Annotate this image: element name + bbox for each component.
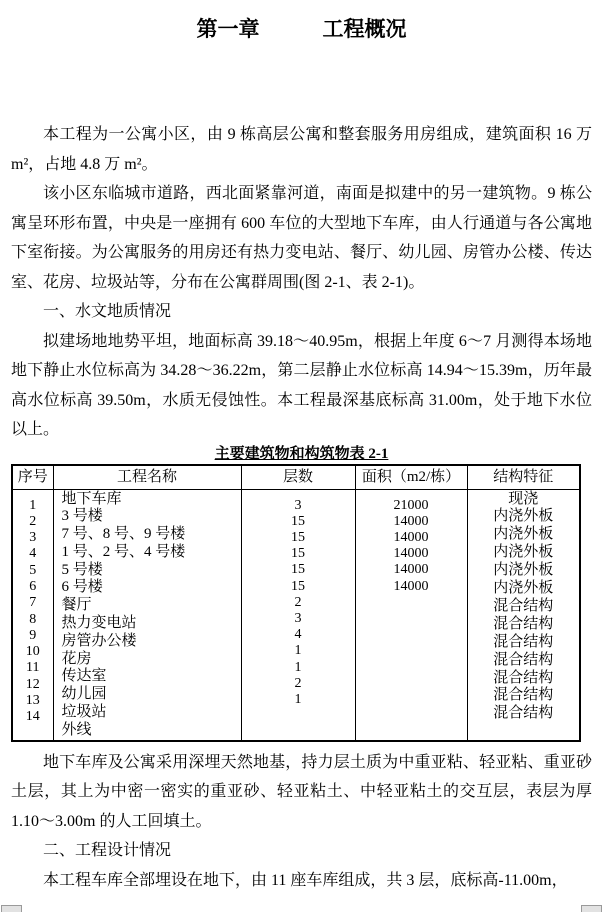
- section-heading-design: 二、工程设计情况: [43, 842, 172, 860]
- table-header-row: [12, 465, 580, 490]
- header-project-name: 工程名称: [53, 465, 241, 490]
- table-title: 主要建筑物和构筑物表 2-1: [214, 445, 389, 462]
- seq-column: 1 2 3 4 5 6 7 8 9 10 11 12 13 14: [12, 489, 53, 741]
- document-page: [0, 14, 603, 912]
- name-column: 地下车库 3 号楼 7 号、8 号、9 号楼 1 号、2 号、4 号楼 5 号楼 6 号楼 餐厅 热力变电站 房管办公楼 花房 传达室 幼儿园 垃圾站 外线: [53, 489, 241, 741]
- paragraph-foundation: 地下车库及公寓采用深埋天然地基，持力层土质为中重亚粘、轻亚粘、重亚砂土层，其上为中密一密实的重亚砂、轻亚粘土、中轻亚粘土的交互层，表层为厚 1.10～3.00m 的人工回填土。: [11, 753, 592, 830]
- table-body-row: [12, 489, 580, 741]
- paragraph-design: 本工程车库全部埋设在地下，由 11 座车库组成，共 3 层，底标高-11.00m，: [43, 871, 568, 889]
- paragraph-overview: 本工程为一公寓小区，由 9 栋高层公寓和整套服务用房组成，建筑面积 16 万 m²，占地 4.8 万 m²。: [11, 126, 592, 173]
- buildings-table: [11, 464, 581, 742]
- section-heading-hydrogeology: 一、水文地质情况: [43, 303, 172, 320]
- header-floors: 层数: [241, 465, 355, 490]
- header-seq: 序号: [12, 465, 53, 490]
- next-page-corner-right: [581, 905, 602, 912]
- area-column: 21000 14000 14000 14000 14000 14000: [355, 489, 467, 741]
- structure-column: 现浇 内浇外板 内浇外板 内浇外板 内浇外板 内浇外板 混合结构 混合结构 混合结构 混合结构 混合结构 混合结构 混合结构: [467, 489, 580, 741]
- header-structure: 结构特征: [467, 465, 580, 490]
- next-page-corner-left: [1, 905, 22, 912]
- paragraph-hydrogeology: 拟建场地地势平坦，地面标高 39.18～40.95m，根据上年度 6～7 月测得本场地地下静止水位标高为 34.28～36.22m，第二层静止水位标高 14.94～15.39m，历年最高水位标高 39.50m，水质无侵蚀性。本工程最深基底标高 31.00m，处于地下水位以上。: [11, 332, 592, 438]
- header-area: 面积（m2/栋）: [355, 465, 467, 490]
- paragraph-site: 该小区东临城市道路，西北面紧靠河道，南面是拟建中的另一建筑物。9 栋公寓呈环形布置，中央是一座拥有 600 车位的大型地下车库，由人行通道与各公寓地下室衔接。为公寓服务的用房还有热力变电站、餐厅、幼儿园、房管办公楼、传达室、花房、垃圾站等，分布在公寓群周围(图 2-1、表 2-1)。: [11, 185, 592, 291]
- chapter-title: 第一章 工程概况: [196, 17, 407, 41]
- floors-column: 3 15 15 15 15 15 2 3 4 1 1 2 1: [241, 489, 355, 741]
